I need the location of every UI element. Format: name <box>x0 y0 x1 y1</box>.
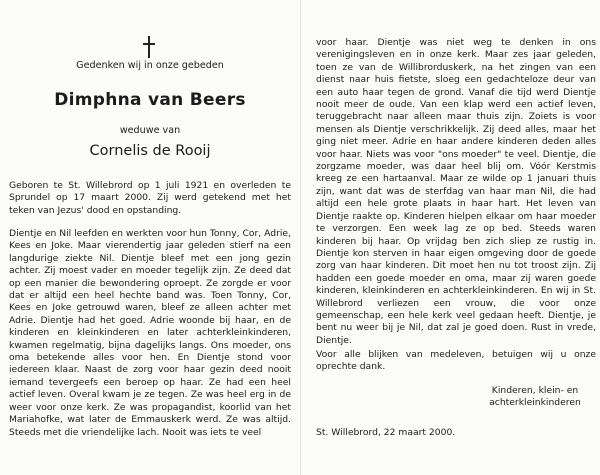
birth-death-paragraph: Geboren te St. Willebrord op 1 juli 1921 en overleden te Sprundel op 17 maart 2000. Zij werd getekend met het teken van Jezus' dood en opstanding. <box>9 180 291 216</box>
deceased-name: Dimphna van Beers <box>54 90 246 110</box>
thanks-paragraph: Voor alle blijken van medeleven, betuigen wij u onze oprechte dank. <box>316 349 596 373</box>
spouse-name: Cornelis de Rooij <box>89 143 211 159</box>
signature: Kinderen, klein- en achterkleinkinderen <box>489 385 581 409</box>
gedenken-line: Gedenken wij in onze gebeden <box>76 60 224 71</box>
place-date: St. Willebrord, 22 maart 2000. <box>316 427 456 438</box>
life-story-paragraph: Dientje en Nil leefden en werkten voor hun Tonny, Cor, Adrie, Kees en Joke. Maar vierendertig jaar geleden stierf na een langdurige ziekte Nil. Dientje bleef met een jong gezin achter. Zij moest vader en moeder tegelijk zijn. Ze deed dat op een manier die bewondering oproept. Ze zorgde er voor dat er altijd een heel hechte band was. Toen Tonny, Cor, Kees en Joke getrouwd waren, bleef ze alleen achter met Adrie. Dientje had het goed. Adrie woonde bij haar, en de kinderen en kleinkinderen en later achterkleinkinderen, kwamen regelmatig, bijna dagelijks langs. Ons moeder, ons oma betekende alles voor hen. En Dientje stond voor iedereen klaar. Naast de zorg voor haar gezin deed nooit iemand tevergeefs een beroep op haar. Ze had een heel actief leven. Overal kwam je ze tegen. Ze was heel erg in de weer voor onze kerk. Ze was propagandist, koorlid van het Mariahofke, wat later de Emmauskerk werd. Ze was altijd. Steeds met die vriendelijke lach. Nooit was iets te veel <box>9 228 291 438</box>
continued-story-paragraph: voor haar. Dientje was niet weg te denken in ons verenigingsleven en in onze kerk. Maar zes jaar geleden, toen ze van de Willibrorduskerk, na het zingen van een dienst naar huis fietste, sloeg een gedachteloze deur van een auto haar tegen de grond. Vanaf die tijd werd Dientje nooit meer de oude. Van een klap werd een actief leven, teruggebracht naar alleen maar thuis zijn. Zoiets is voor mensen als Dientje verschrikkelijk. Zij deed alles, maar het ging niet meer. Adrie en haar andere kinderen deden alles voor haar. Niets was voor "ons moeder" te veel. Dientje, die zorgzame moeder, was daar heel blij om. Vóór Kerstmis kreeg ze een hartaanval. Maar ze wilde op 1 januari thuis zijn, want dat was de sterfdag van haar man Nil, die had altijd een hele grote plaats in haar hart. Het leven van Dientje raakte op. Kinderen hielpen elkaar om haar moeder te verzorgen. Een week lag ze op bed. Steeds waren kinderen bij haar. Op vrijdag ben zich sliep ze rustig in. Dientje kon sterven in haar eigen omgeving door de goede zorg van haar kinderen. Dit moet hen nu tot troost zijn. Zij hadden een goede moeder en oma, maar zij waren goede kinderen, kleinkinderen en achterkleinkinderen. En wij in St. Willebrord verliezen een vrouw, die voor onze gemeenschap, een hele kerk veel gedaan heeft. Dientje, je bent nu weer bij je Nil, dat zal je goed doen. Rust in vrede, Dientje. <box>316 37 596 346</box>
cross-icon <box>143 36 155 60</box>
fold-line <box>300 0 301 475</box>
weduwe-line: weduwe van <box>119 125 181 136</box>
